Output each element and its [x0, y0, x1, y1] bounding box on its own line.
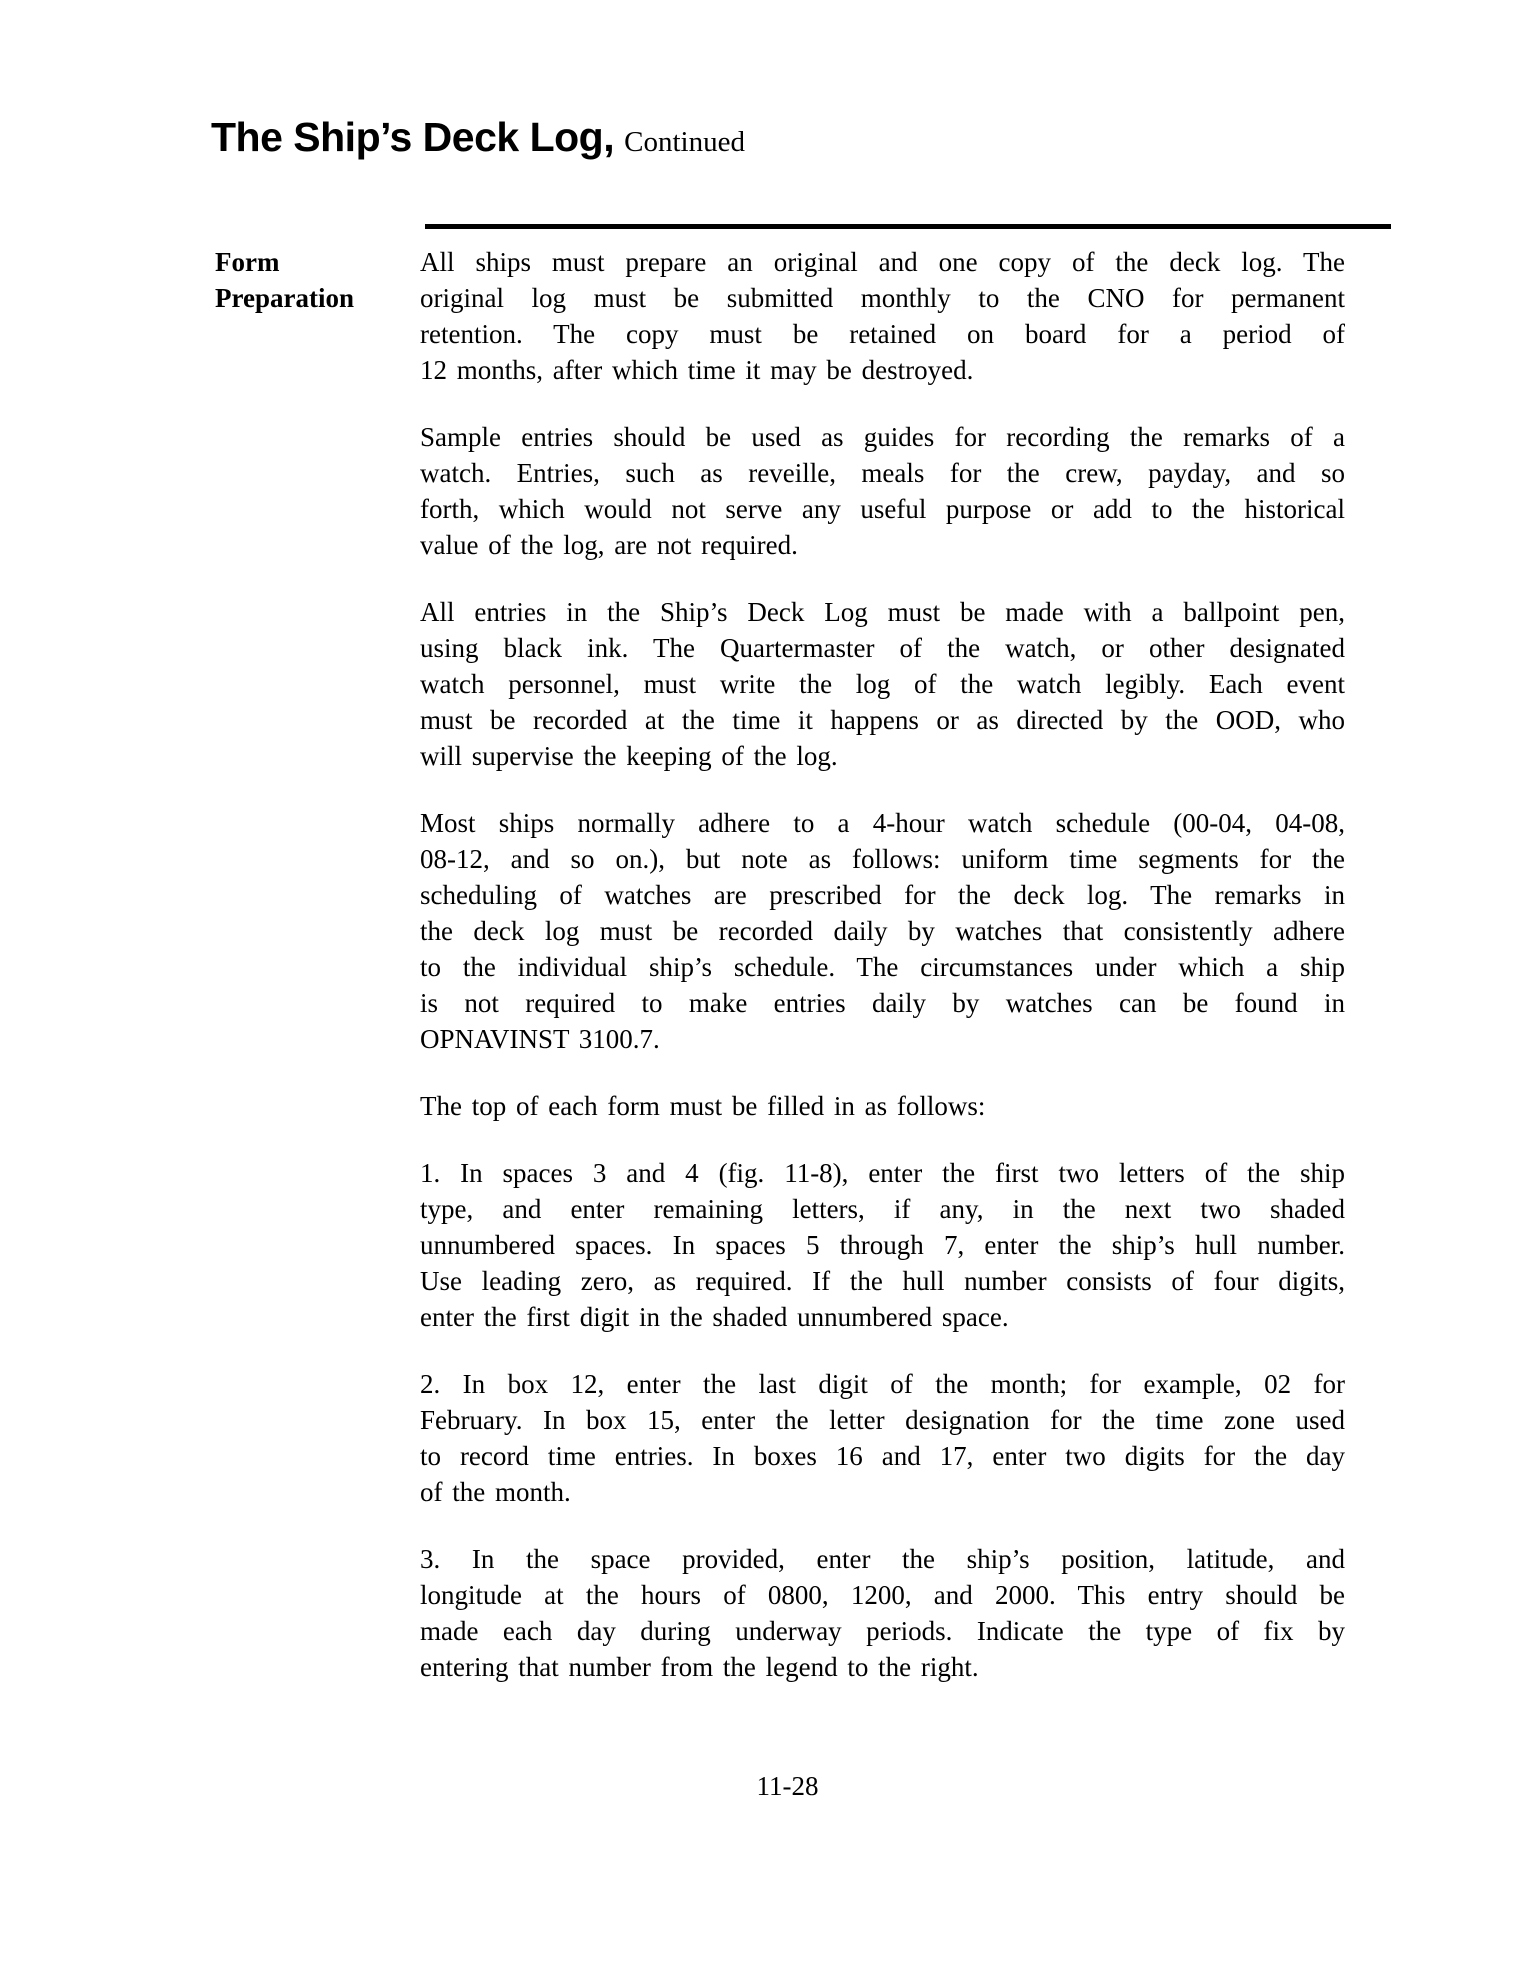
text-line: watch personnel, must write the log of the watch legibly. Each event	[420, 669, 1345, 699]
text-line: unnumbered spaces. In spaces 5 through 7, enter the ship’s hull number.	[420, 1230, 1345, 1260]
text-line: 3. In the space provided, enter the ship’s position, latitude, and	[420, 1544, 1345, 1574]
text-line: forth, which would not serve any useful purpose or add to the historical	[420, 494, 1345, 524]
body-paragraph	[420, 594, 1345, 774]
text-line: entering that number from the legend to the right.	[420, 1652, 979, 1682]
text-line: made each day during underway periods. Indicate the type of fix by	[420, 1616, 1345, 1646]
text-line: scheduling of watches are prescribed for the deck log. The remarks in	[420, 880, 1345, 910]
body-paragraph	[420, 1088, 1345, 1124]
text-line: longitude at the hours of 0800, 1200, and 2000. This entry should be	[420, 1580, 1345, 1610]
body-paragraph	[420, 419, 1345, 563]
section-label	[215, 244, 354, 316]
text-line: original log must be submitted monthly to the CNO for permanent	[420, 283, 1345, 313]
body-paragraph	[420, 244, 1345, 388]
text-line: will supervise the keeping of the log.	[420, 741, 838, 771]
text-line: 08-12, and so on.), but note as follows: uniform time segments for the	[420, 844, 1345, 874]
text-line: using black ink. The Quartermaster of the watch, or other designated	[420, 633, 1345, 663]
text-line: enter the first digit in the shaded unnumbered space.	[420, 1302, 1009, 1332]
text-line: February. In box 15, enter the letter designation for the time zone used	[420, 1405, 1345, 1435]
text-line: All entries in the Ship’s Deck Log must be made with a ballpoint pen,	[420, 597, 1345, 627]
title-continued-label: Continued	[624, 126, 745, 158]
text-line: 1. In spaces 3 and 4 (fig. 11-8), enter the first two letters of the ship	[420, 1158, 1345, 1188]
page-number: 11-28	[756, 1771, 819, 1801]
text-line: watch. Entries, such as reveille, meals for the crew, payday, and so	[420, 458, 1345, 488]
text-line: must be recorded at the time it happens or as directed by the OOD, who	[420, 705, 1345, 735]
text-line: The top of each form must be filled in as follows:	[420, 1091, 986, 1121]
section-label-line: Form	[215, 247, 280, 277]
document-title: The Ship’s Deck Log,	[211, 114, 615, 160]
text-line: the deck log must be recorded daily by watches that consistently adhere	[420, 916, 1345, 946]
numbered-item-3	[420, 1541, 1345, 1685]
text-line: Most ships normally adhere to a 4-hour watch schedule (00-04, 04-08,	[420, 808, 1345, 838]
text-line: to record time entries. In boxes 16 and 17, enter two digits for the day	[420, 1441, 1345, 1471]
body-text-column	[420, 244, 1345, 1716]
text-line: 12 months, after which time it may be destroyed.	[420, 355, 974, 385]
text-line: to the individual ship’s schedule. The circumstances under which a ship	[420, 952, 1345, 982]
numbered-item-2	[420, 1366, 1345, 1510]
text-line: type, and enter remaining letters, if any, in the next two shaded	[420, 1194, 1345, 1224]
body-paragraph	[420, 805, 1345, 1057]
text-line: Sample entries should be used as guides for recording the remarks of a	[420, 422, 1345, 452]
text-line: is not required to make entries daily by watches can be found in	[420, 988, 1345, 1018]
text-line: All ships must prepare an original and one copy of the deck log. The	[420, 247, 1345, 277]
section-label-line: Preparation	[215, 283, 354, 313]
page-heading	[211, 114, 745, 161]
text-line: OPNAVINST 3100.7.	[420, 1024, 660, 1054]
text-line: value of the log, are not required.	[420, 530, 798, 560]
section-divider-rule	[425, 224, 1391, 229]
text-line: of the month.	[420, 1477, 571, 1507]
numbered-item-1	[420, 1155, 1345, 1335]
text-line: 2. In box 12, enter the last digit of the month; for example, 02 for	[420, 1369, 1345, 1399]
text-line: Use leading zero, as required. If the hull number consists of four digits,	[420, 1266, 1345, 1296]
text-line: retention. The copy must be retained on board for a period of	[420, 319, 1345, 349]
